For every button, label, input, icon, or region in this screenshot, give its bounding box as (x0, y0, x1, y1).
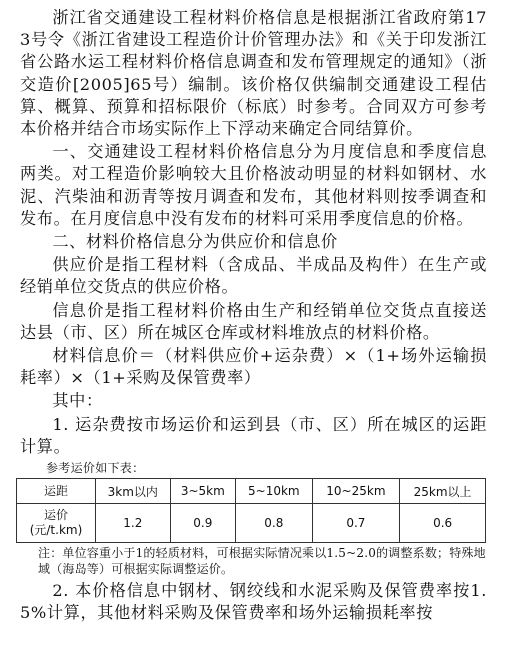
row-label-line1: 运价 (43, 508, 68, 523)
section-two-heading: 二、材料价格信息分为供应价和信息价 (52, 232, 338, 252)
table-value-cell: 0.6 (400, 504, 486, 543)
table-row-label (17, 504, 96, 543)
table-value-row (17, 504, 486, 543)
table-header-cell: 3~5km (170, 479, 235, 504)
table-header-label: 运距 (17, 479, 96, 504)
freight-paragraph: 1. 运杂费按市场运价和运到县（市、区）所在城区的运距计算。 (20, 414, 487, 456)
table-value-cell: 0.7 (312, 504, 400, 543)
table-note: 注：单位容重小于1的轻质材料，可根据实际情况乘以1.5~2.0的调整系数；特殊地域（海岛等）可根据实际调整运价。 (38, 546, 486, 577)
table-value-cell: 1.2 (96, 504, 171, 543)
formula-paragraph: 材料信息价＝（材料供应价+运杂费）×（1+场外运输损耗率）×（1+采购及保管费率） (20, 346, 487, 388)
section-one-paragraph: 一、交通建设工程材料价格信息分为月度信息和季度信息两类。对工程造价影响较大且价格波动明显的材料如钢材、水泥、汽柴油和沥青等按月调查和发布，其他材料则按季调查和发布。在月度信息中没有发布的材料可采用季度信息的价格。 (20, 142, 487, 228)
table-value-cell: 0.8 (236, 504, 313, 543)
intro-paragraph: 浙江省交通建设工程材料价格信息是根据浙江省政府第173号令《浙江省建设工程造价计价管理办法》和《关于印发浙江省公路水运工程材料价格信息调查和发布管理规定的通知》（浙交造价[2005]65号）编制。该价格仅供编制交通建设工程估算、概算、预算和招标限价（标底）时参考。合同双方可参考本价格并结合市场实际作上下浮动来确定合同结算价。 (20, 8, 487, 139)
info-price-paragraph: 信息价是指工程材料价格由生产和经销单位交货点直接送达县（市、区）所在城区仓库或材料堆放点的材料价格。 (20, 300, 487, 342)
rate-paragraph: 2. 本价格信息中钢材、钢绞线和水泥采购及保管费率按1.5%计算，其他材料采购及保管费率和场外运输损耗率按 (20, 581, 487, 623)
row-label-line2: (元/t.km) (29, 523, 83, 538)
table-header-row (17, 479, 486, 504)
freight-rate-table (16, 478, 486, 543)
table-value-cell: 0.9 (170, 504, 235, 543)
table-caption: 参考运价如下表： (46, 461, 145, 476)
table-header-cell: 25km以上 (400, 479, 486, 504)
where-label: 其中： (52, 391, 103, 411)
table-header-cell: 3km以内 (96, 479, 171, 504)
table-header-cell: 5~10km (236, 479, 313, 504)
table-header-cell: 10~25km (312, 479, 400, 504)
supply-price-paragraph: 供应价是指工程材料（含成品、半成品及构件）在生产或经销单位交货点的供应价格。 (20, 255, 487, 297)
